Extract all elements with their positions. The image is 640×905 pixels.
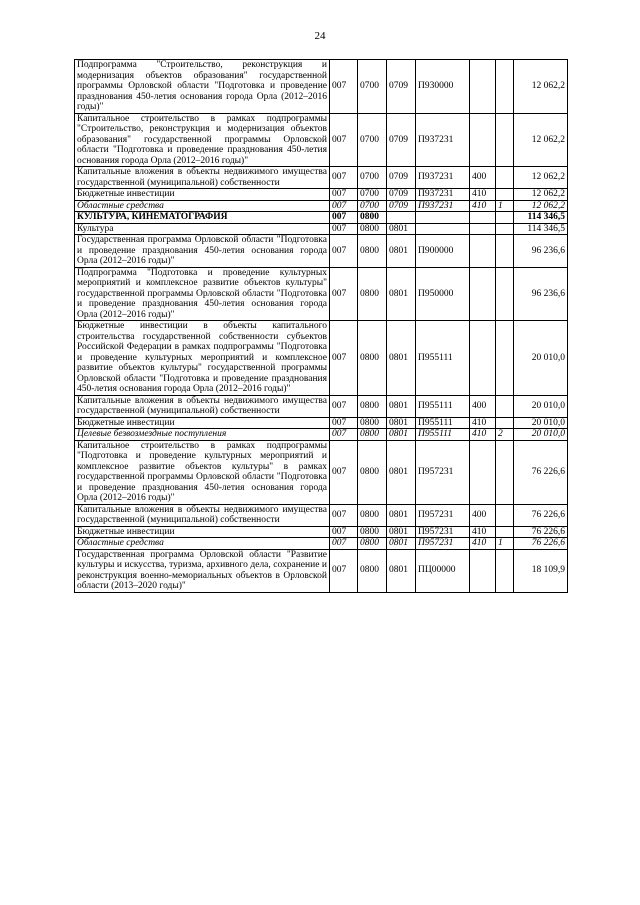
row-section-code: 0800 — [358, 526, 387, 538]
row-subsection-code: 0801 — [387, 549, 416, 592]
row-expense-type-code: 410 — [470, 526, 496, 538]
row-name: Капитальные вложения в объекты недвижимого имущества государственной (муниципальной) собственности — [75, 504, 330, 526]
row-expense-type-code — [470, 223, 496, 235]
row-section-code: 0800 — [358, 267, 387, 321]
row-target-article-code: П955111 — [416, 395, 470, 417]
table-row — [75, 223, 568, 235]
row-source-code — [496, 235, 514, 268]
row-name: Подпрограмма "Подготовка и проведение культурных мероприятий и комплексное развитие объектов культуры" государственной программы Орловской области "Подготовка и проведение празднования 450-летия основания города Орла (2012–2016 годы)" — [75, 267, 330, 321]
row-source-code: 2 — [496, 429, 514, 441]
budget-table — [74, 59, 568, 593]
row-target-article-code: П955111 — [416, 321, 470, 396]
row-expense-type-code: 400 — [470, 167, 496, 189]
row-amount: 76 226,6 — [514, 538, 568, 550]
row-section-code: 0800 — [358, 504, 387, 526]
row-grbs-code: 007 — [330, 223, 358, 235]
row-name: Областные средства — [75, 538, 330, 550]
row-grbs-code: 007 — [330, 60, 358, 114]
row-subsection-code: 0709 — [387, 200, 416, 212]
row-source-code: 1 — [496, 538, 514, 550]
row-name: Целевые безвозмездные поступления — [75, 429, 330, 441]
row-section-code: 0800 — [358, 395, 387, 417]
row-amount: 76 226,6 — [514, 504, 568, 526]
row-target-article-code: П955111 — [416, 429, 470, 441]
row-target-article-code: П937231 — [416, 167, 470, 189]
row-section-code: 0800 — [358, 321, 387, 396]
row-section-code: 0800 — [358, 440, 387, 504]
row-name: Капитальные вложения в объекты недвижимого имущества государственной (муниципальной) собственности — [75, 395, 330, 417]
row-amount: 96 236,6 — [514, 267, 568, 321]
row-target-article-code: П937231 — [416, 113, 470, 167]
row-grbs-code: 007 — [330, 538, 358, 550]
row-source-code — [496, 223, 514, 235]
row-name: Бюджетные инвестиции — [75, 189, 330, 201]
row-grbs-code: 007 — [330, 212, 358, 224]
row-grbs-code: 007 — [330, 440, 358, 504]
row-amount: 20 010,0 — [514, 321, 568, 396]
row-source-code: 1 — [496, 200, 514, 212]
row-section-code: 0800 — [358, 212, 387, 224]
row-name: Бюджетные инвестиции — [75, 417, 330, 429]
table-row — [75, 526, 568, 538]
row-amount: 12 062,2 — [514, 113, 568, 167]
row-subsection-code: 0801 — [387, 235, 416, 268]
row-target-article-code: П957231 — [416, 538, 470, 550]
row-amount: 12 062,2 — [514, 189, 568, 201]
row-amount: 12 062,2 — [514, 60, 568, 114]
row-subsection-code: 0801 — [387, 538, 416, 550]
row-name: Капитальные вложения в объекты недвижимого имущества государственной (муниципальной) собственности — [75, 167, 330, 189]
row-subsection-code: 0801 — [387, 429, 416, 441]
row-target-article-code: П937231 — [416, 200, 470, 212]
row-expense-type-code: 410 — [470, 538, 496, 550]
row-target-article-code — [416, 223, 470, 235]
row-target-article-code: П950000 — [416, 267, 470, 321]
row-name: Государственная программа Орловской области "Развитие культуры и искусства, туризма, архивного дела, сохранение и реконструкция военно-мемориальных объектов в Орловской области (2013–2020 годы)" — [75, 549, 330, 592]
row-expense-type-code — [470, 235, 496, 268]
row-section-code: 0800 — [358, 549, 387, 592]
budget-table-body — [75, 60, 568, 593]
row-source-code — [496, 321, 514, 396]
row-expense-type-code — [470, 440, 496, 504]
row-subsection-code: 0801 — [387, 395, 416, 417]
row-source-code — [496, 60, 514, 114]
row-amount: 20 010,0 — [514, 417, 568, 429]
row-target-article-code — [416, 212, 470, 224]
row-expense-type-code — [470, 60, 496, 114]
row-amount: 20 010,0 — [514, 395, 568, 417]
row-amount: 76 226,6 — [514, 440, 568, 504]
row-subsection-code: 0801 — [387, 440, 416, 504]
row-name: Капитальное строительство в рамках подпрограммы "Строительство, реконструкция и модернизация объектов образования" государственной программы Орловской области "Подготовка и проведение празднования 450-летия основания города Орла (2012–2016 годы)" — [75, 113, 330, 167]
row-subsection-code — [387, 212, 416, 224]
row-amount: 20 010,0 — [514, 429, 568, 441]
table-row — [75, 549, 568, 592]
row-expense-type-code — [470, 267, 496, 321]
row-subsection-code: 0801 — [387, 267, 416, 321]
row-grbs-code: 007 — [330, 549, 358, 592]
row-grbs-code: 007 — [330, 235, 358, 268]
table-row — [75, 235, 568, 268]
row-subsection-code: 0709 — [387, 167, 416, 189]
table-row — [75, 321, 568, 396]
row-name: Капитальное строительство в рамках подпрограммы "Подготовка и проведение культурных мероприятий и комплексное развитие объектов культуры" в рамках государственной программы Орловской области "Подготовка и проведение празднования 450-летия основания города Орла (2012–2016 годы)" — [75, 440, 330, 504]
row-expense-type-code: 410 — [470, 417, 496, 429]
table-row — [75, 429, 568, 441]
row-target-article-code: П955111 — [416, 417, 470, 429]
row-expense-type-code — [470, 549, 496, 592]
row-grbs-code: 007 — [330, 504, 358, 526]
row-name: Культура — [75, 223, 330, 235]
row-expense-type-code — [470, 321, 496, 396]
row-source-code — [496, 113, 514, 167]
row-source-code — [496, 395, 514, 417]
row-target-article-code: ПЦ00000 — [416, 549, 470, 592]
table-row — [75, 417, 568, 429]
row-section-code: 0800 — [358, 223, 387, 235]
row-amount: 114 346,5 — [514, 223, 568, 235]
table-row — [75, 200, 568, 212]
row-expense-type-code — [470, 113, 496, 167]
row-grbs-code: 007 — [330, 395, 358, 417]
row-subsection-code: 0709 — [387, 60, 416, 114]
row-subsection-code: 0801 — [387, 223, 416, 235]
row-subsection-code: 0709 — [387, 113, 416, 167]
row-target-article-code: П957231 — [416, 440, 470, 504]
row-amount: 96 236,6 — [514, 235, 568, 268]
row-subsection-code: 0709 — [387, 189, 416, 201]
row-section-code: 0700 — [358, 189, 387, 201]
row-name: КУЛЬТУРА, КИНЕМАТОГРАФИЯ — [75, 212, 330, 224]
row-source-code — [496, 212, 514, 224]
row-grbs-code: 007 — [330, 526, 358, 538]
row-source-code — [496, 417, 514, 429]
row-expense-type-code: 410 — [470, 200, 496, 212]
row-section-code: 0700 — [358, 167, 387, 189]
row-name: Бюджетные инвестиции в объекты капитального строительства государственной собственности субъектов Российской Федерации в рамках подпрограммы "Подготовка и проведение культурных мероприятий и комплексное развитие объектов культуры" государственной программы Орловской области "Подготовка и проведение празднования 450-летия основания города Орла (2012–2016 годы)" — [75, 321, 330, 396]
table-row — [75, 440, 568, 504]
row-section-code: 0800 — [358, 429, 387, 441]
row-source-code — [496, 549, 514, 592]
row-subsection-code: 0801 — [387, 504, 416, 526]
row-expense-type-code: 410 — [470, 189, 496, 201]
row-section-code: 0700 — [358, 113, 387, 167]
row-grbs-code: 007 — [330, 429, 358, 441]
row-grbs-code: 007 — [330, 417, 358, 429]
row-expense-type-code: 400 — [470, 395, 496, 417]
row-target-article-code: П957231 — [416, 526, 470, 538]
row-amount: 18 109,9 — [514, 549, 568, 592]
row-grbs-code: 007 — [330, 167, 358, 189]
row-section-code: 0800 — [358, 538, 387, 550]
table-row — [75, 60, 568, 114]
row-section-code: 0700 — [358, 200, 387, 212]
row-target-article-code: П930000 — [416, 60, 470, 114]
row-subsection-code: 0801 — [387, 417, 416, 429]
row-section-code: 0700 — [358, 60, 387, 114]
row-source-code — [496, 189, 514, 201]
row-expense-type-code: 410 — [470, 429, 496, 441]
row-grbs-code: 007 — [330, 189, 358, 201]
row-name: Областные средства — [75, 200, 330, 212]
row-section-code: 0800 — [358, 235, 387, 268]
table-row — [75, 267, 568, 321]
row-expense-type-code — [470, 212, 496, 224]
row-grbs-code: 007 — [330, 113, 358, 167]
table-row — [75, 167, 568, 189]
row-section-code: 0800 — [358, 417, 387, 429]
row-grbs-code: 007 — [330, 200, 358, 212]
row-name: Государственная программа Орловской области "Подготовка и проведение празднования 450-летия основания города Орла (2012–2016 годы)" — [75, 235, 330, 268]
table-row — [75, 395, 568, 417]
row-amount: 12 062,2 — [514, 167, 568, 189]
row-subsection-code: 0801 — [387, 321, 416, 396]
row-amount: 12 062,2 — [514, 200, 568, 212]
row-amount: 76 226,6 — [514, 526, 568, 538]
page-number: 24 — [314, 30, 326, 42]
row-expense-type-code: 400 — [470, 504, 496, 526]
table-row — [75, 504, 568, 526]
table-row — [75, 113, 568, 167]
row-target-article-code: П900000 — [416, 235, 470, 268]
row-source-code — [496, 267, 514, 321]
row-subsection-code: 0801 — [387, 526, 416, 538]
row-grbs-code: 007 — [330, 267, 358, 321]
row-name: Бюджетные инвестиции — [75, 526, 330, 538]
row-source-code — [496, 440, 514, 504]
row-target-article-code: П937231 — [416, 189, 470, 201]
table-row — [75, 189, 568, 201]
table-row — [75, 212, 568, 224]
row-amount: 114 346,5 — [514, 212, 568, 224]
table-row — [75, 538, 568, 550]
row-target-article-code: П957231 — [416, 504, 470, 526]
row-grbs-code: 007 — [330, 321, 358, 396]
row-name: Подпрограмма "Строительство, реконструкция и модернизация объектов образования" государственной программы Орловской области "Подготовка и проведение празднования 450-летия основания города Орла (2012–2016 годы)" — [75, 60, 330, 114]
row-source-code — [496, 526, 514, 538]
row-source-code — [496, 167, 514, 189]
row-source-code — [496, 504, 514, 526]
